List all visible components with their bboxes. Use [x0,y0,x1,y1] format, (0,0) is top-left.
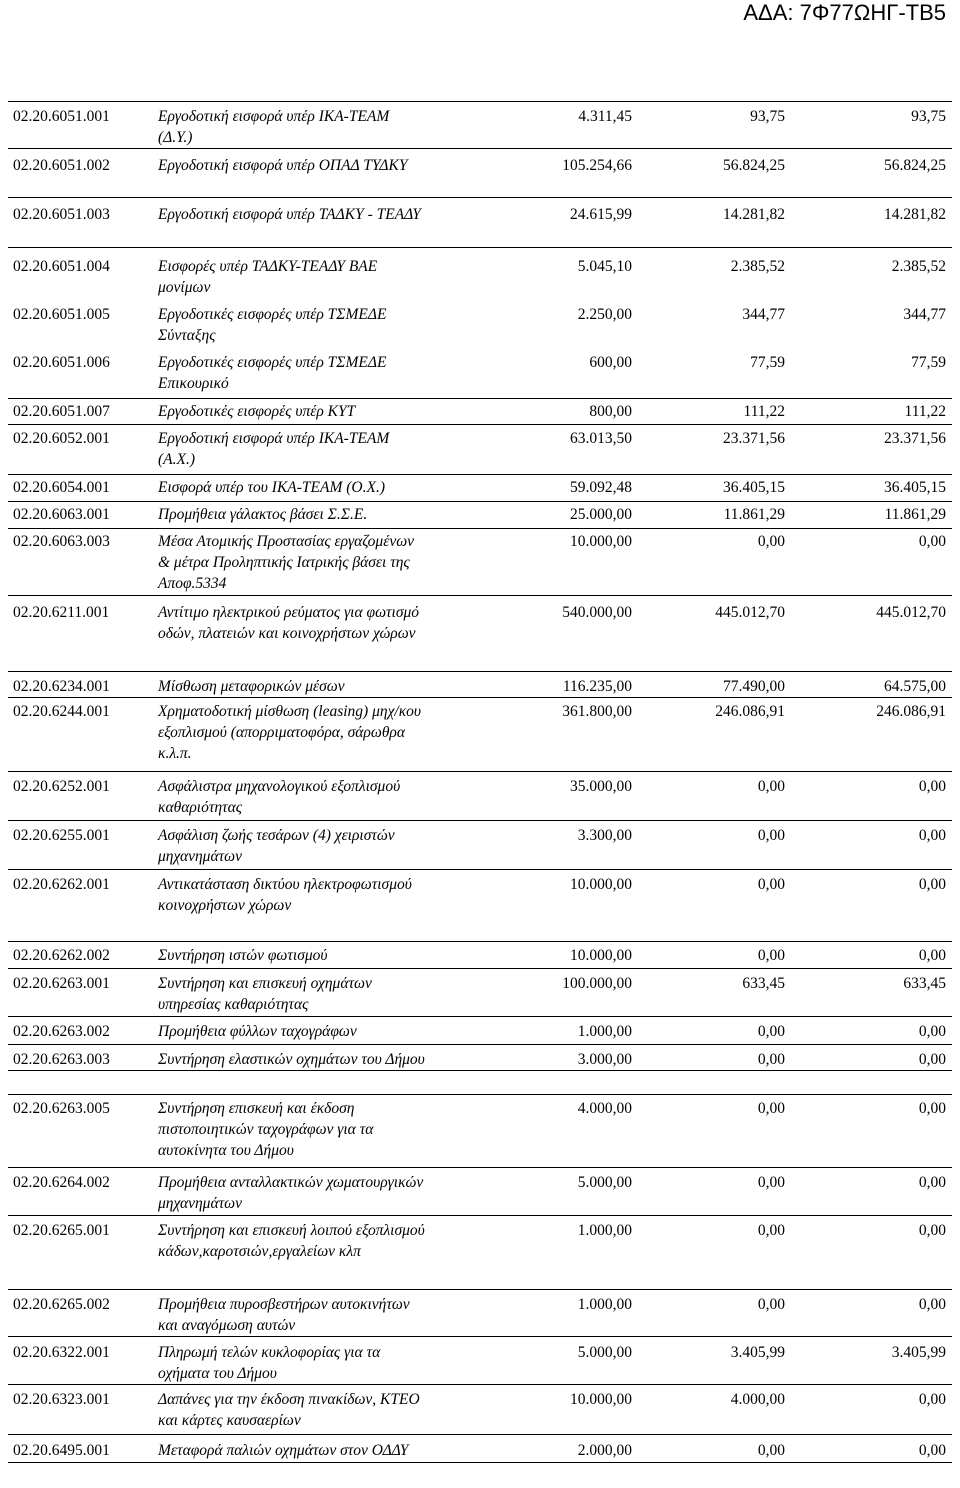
budget-amount: 5.000,00 [577,1344,632,1361]
approved-amount: 0,00 [757,947,785,964]
approved-amount: 56.824,25 [723,157,785,174]
paid-amount: 0,00 [918,533,946,550]
account-description: Συντήρηση ελαστικών οχημάτων του Δήμου [158,1051,425,1068]
approved-amount: 23.371,56 [723,430,785,447]
approved-amount: 0,00 [757,1051,785,1068]
budget-amount: 800,00 [589,403,632,420]
row-divider [8,1044,952,1045]
row-divider [8,941,952,942]
row-divider [8,671,952,672]
row-divider [8,1289,952,1290]
paid-amount: 36.405,15 [884,479,946,496]
row-divider [8,595,952,596]
account-description: Σύνταξης [158,327,216,344]
account-description: Εργοδοτική εισφορά υπέρ ΙΚΑ-ΤΕΑΜ [158,430,390,447]
account-description: αυτοκίνητα του Δήμου [158,1142,294,1159]
budget-amount: 10.000,00 [570,876,632,893]
budget-amount: 100.000,00 [562,975,632,992]
row-divider [8,1167,952,1168]
account-description: Ασφάλιση ζωής τεσάρων (4) χειριστών [158,827,395,844]
ada-identifier: ΑΔΑ: 7Φ77ΩΗΓ-ΤΒ5 [743,0,946,25]
approved-amount: 77,59 [750,354,785,371]
table-row [0,256,960,298]
paid-amount: 344,77 [903,306,946,323]
budget-amount: 10.000,00 [570,1391,632,1408]
row-divider [8,1094,952,1095]
paid-amount: 0,00 [918,876,946,893]
account-description: Εργοδοτική εισφορά υπέρ ΤΑΔΚΥ - ΤΕΑΔΥ [158,206,421,223]
account-description: Προμήθεια φύλλων ταχογράφων [158,1023,357,1040]
account-code: 02.20.6263.003 [13,1051,110,1068]
account-description: Εργοδοτικές εισφορές υπέρ ΤΣΜΕΔΕ [158,354,387,371]
approved-amount: 3.405,99 [730,1344,785,1361]
account-code: 02.20.6052.001 [13,430,110,447]
account-code: 02.20.6244.001 [13,703,110,720]
budget-amount: 4.311,45 [578,108,632,125]
account-code: 02.20.6322.001 [13,1344,110,1361]
account-description: Συντήρηση ιστών φωτισμού [158,947,328,964]
budget-amount: 105.254,66 [562,157,632,174]
table-row [0,155,960,176]
table-row [0,504,960,525]
row-divider [8,528,952,529]
budget-amount: 1.000,00 [577,1222,632,1239]
table-row [0,1440,960,1461]
account-code: 02.20.6211.001 [13,604,110,621]
row-divider [8,1070,952,1071]
account-description: Προμήθεια πυροσβεστήρων αυτοκινήτων [158,1296,410,1313]
account-description: Εισφορά υπέρ του ΙΚΑ-ΤΕΑΜ (Ο.Χ.) [158,479,385,496]
paid-amount: 246.086,91 [876,703,946,720]
paid-amount: 2.385,52 [891,258,946,275]
approved-amount: 0,00 [757,876,785,893]
budget-amount: 361.800,00 [562,703,632,720]
account-description: και αναγόμωση αυτών [158,1317,296,1334]
budget-amount: 35.000,00 [570,778,632,795]
approved-amount: 0,00 [757,1296,785,1313]
table-row [0,401,960,422]
account-description: κοινοχρήστων χώρων [158,897,292,914]
table-row [0,776,960,818]
paid-amount: 93,75 [911,108,946,125]
approved-amount: 111,22 [743,403,785,420]
account-description: κάδων,καροτσιών,εργαλείων κλπ [158,1243,361,1260]
row-divider [8,247,952,248]
budget-amount: 4.000,00 [577,1100,632,1117]
account-description: Συντήρηση και επισκευή οχημάτων [158,975,372,992]
row-divider [8,1384,952,1385]
budget-amount: 2.000,00 [577,1442,632,1459]
table-row [0,204,960,225]
account-description: καθαριότητας [158,799,243,816]
budget-amount: 116.235,00 [562,678,632,695]
account-code: 02.20.6263.005 [13,1100,110,1117]
approved-amount: 14.281,82 [723,206,785,223]
account-description: Εργοδοτική εισφορά υπέρ ΟΠΑΔ ΤΥΔΚΥ [158,157,408,174]
approved-amount: 0,00 [757,533,785,550]
table-row [0,701,960,764]
account-code: 02.20.6063.003 [13,533,110,550]
account-code: 02.20.6262.002 [13,947,110,964]
account-code: 02.20.6051.006 [13,354,110,371]
table-row [0,1049,960,1070]
paid-amount: 0,00 [918,1296,946,1313]
table-row [0,602,960,644]
account-code: 02.20.6051.007 [13,403,110,420]
table-row [0,1220,960,1262]
paid-amount: 0,00 [918,1222,946,1239]
paid-amount: 64.575,00 [884,678,946,695]
table-row [0,428,960,470]
paid-amount: 111,22 [904,403,946,420]
budget-amount: 5.045,10 [577,258,632,275]
account-description: Χρηματοδοτική μίσθωση (leasing) μηχ/κου [158,703,421,720]
budget-amount: 63.013,50 [570,430,632,447]
row-divider [8,474,952,475]
approved-amount: 0,00 [757,1442,785,1459]
account-description: πιστοποιητικών ταχογράφων για τα [158,1121,374,1138]
account-description: Δαπάνες για την έκδοση πινακίδων, ΚΤΕΟ [158,1391,420,1408]
paid-amount: 0,00 [918,947,946,964]
account-description: Μίσθωση μεταφορικών μέσων [158,678,345,695]
budget-amount: 10.000,00 [570,533,632,550]
account-code: 02.20.6255.001 [13,827,110,844]
account-code: 02.20.6323.001 [13,1391,110,1408]
table-row [0,531,960,594]
table-row [0,352,960,394]
account-description: Προμήθεια ανταλλακτικών χωματουργικών [158,1174,424,1191]
account-code: 02.20.6051.003 [13,206,110,223]
account-description: μονίμων [158,279,211,296]
approved-amount: 246.086,91 [715,703,785,720]
account-description: Εργοδοτική εισφορά υπέρ ΙΚΑ-ΤΕΑΜ [158,108,390,125]
account-code: 02.20.6063.001 [13,506,110,523]
account-code: 02.20.6495.001 [13,1442,110,1459]
approved-amount: 0,00 [757,1222,785,1239]
account-description: Εισφορές υπέρ ΤΑΔΚΥ-ΤΕΑΔΥ ΒΑΕ [158,258,378,275]
account-code: 02.20.6051.004 [13,258,110,275]
table-row [0,1342,960,1384]
row-divider [8,101,952,102]
budget-amount: 600,00 [589,354,632,371]
account-description: Μέσα Ατομικής Προστασίας εργαζομένων [158,533,415,550]
budget-amount: 3.000,00 [577,1051,632,1068]
budget-amount: 540.000,00 [562,604,632,621]
account-description: και κάρτες καυσαερίων [158,1412,301,1429]
row-divider [8,968,952,969]
account-description: Εργοδοτικές εισφορές υπέρ ΤΣΜΕΔΕ [158,306,387,323]
account-description: Συντήρηση και επισκευή λοιπού εξοπλισμού [158,1222,425,1239]
account-code: 02.20.6252.001 [13,778,110,795]
budget-amount: 10.000,00 [570,947,632,964]
account-description: Επικουρικό [158,375,229,392]
approved-amount: 93,75 [750,108,785,125]
row-divider [8,501,952,502]
paid-amount: 0,00 [918,1023,946,1040]
approved-amount: 0,00 [757,778,785,795]
table-row [0,945,960,966]
approved-amount: 0,00 [757,1100,785,1117]
paid-amount: 77,59 [911,354,946,371]
paid-amount: 445.012,70 [876,604,946,621]
account-description: οχήματα του Δήμου [158,1365,277,1382]
paid-amount: 0,00 [918,1051,946,1068]
account-description: οδών, πλατειών και κοινοχρήστων χώρων [158,625,416,642]
budget-amount: 25.000,00 [570,506,632,523]
budget-amount: 1.000,00 [577,1296,632,1313]
paid-amount: 0,00 [918,1174,946,1191]
account-description: Ασφάλιστρα μηχανολογικού εξοπλισμού [158,778,401,795]
account-code: 02.20.6265.002 [13,1296,110,1313]
row-divider [8,1434,952,1435]
approved-amount: 77.490,00 [723,678,785,695]
budget-amount: 1.000,00 [577,1023,632,1040]
approved-amount: 445.012,70 [715,604,785,621]
paid-amount: 3.405,99 [891,1344,946,1361]
table-row [0,1389,960,1431]
table-row [0,874,960,916]
table-row [0,477,960,498]
row-divider [8,398,952,399]
paid-amount: 0,00 [918,1442,946,1459]
paid-amount: 0,00 [918,1391,946,1408]
approved-amount: 36.405,15 [723,479,785,496]
account-description: κ.λ.π. [158,745,192,762]
account-code: 02.20.6051.001 [13,108,110,125]
approved-amount: 0,00 [757,1023,785,1040]
budget-amount: 2.250,00 [577,306,632,323]
approved-amount: 344,77 [742,306,785,323]
budget-amount: 5.000,00 [577,1174,632,1191]
account-description: Προμήθεια γάλακτος βάσει Σ.Σ.Ε. [158,506,368,523]
table-row [0,1021,960,1042]
account-description: μηχανημάτων [158,1195,242,1212]
account-description: Αντικατάσταση δικτύου ηλεκτροφωτισμού [158,876,412,893]
table-row [0,1294,960,1336]
approved-amount: 633,45 [742,975,785,992]
account-description: (Α.Χ.) [158,451,196,468]
budget-amount: 24.615,99 [570,206,632,223]
row-divider [8,869,952,870]
table-row [0,106,960,148]
account-description: Μεταφορά παλιών οχημάτων στον ΟΔΔΥ [158,1442,409,1459]
paid-amount: 11.861,29 [884,506,946,523]
table-row [0,973,960,1015]
approved-amount: 2.385,52 [730,258,785,275]
budget-amount: 59.092,48 [570,479,632,496]
account-description: μηχανημάτων [158,848,242,865]
approved-amount: 4.000,00 [730,1391,785,1408]
row-divider [8,1462,952,1463]
account-code: 02.20.6263.002 [13,1023,110,1040]
row-divider [8,424,952,425]
table-row [0,676,960,697]
table-row [0,304,960,346]
account-code: 02.20.6051.005 [13,306,110,323]
account-code: 02.20.6265.001 [13,1222,110,1239]
paid-amount: 23.371,56 [884,430,946,447]
table-row [0,825,960,867]
account-description: Αντίτιμο ηλεκτρικού ρεύματος για φωτισμό [158,604,420,621]
budget-amount: 3.300,00 [577,827,632,844]
account-description: Εργοδοτικές εισφορές υπέρ ΚΥΤ [158,403,356,420]
row-divider [8,1336,952,1337]
account-description: (Δ.Υ.) [158,129,193,146]
account-description: Αποφ.5334 [158,575,227,592]
approved-amount: 11.861,29 [723,506,785,523]
paid-amount: 633,45 [903,975,946,992]
account-code: 02.20.6234.001 [13,678,110,695]
row-divider [8,1016,952,1017]
approved-amount: 0,00 [757,1174,785,1191]
paid-amount: 56.824,25 [884,157,946,174]
row-divider [8,771,952,772]
row-divider [8,820,952,821]
account-description: εξοπλισμού (απορριματοφόρα, σάρωθρα [158,724,406,741]
account-code: 02.20.6264.002 [13,1174,110,1191]
account-code: 02.20.6262.001 [13,876,110,893]
approved-amount: 0,00 [757,827,785,844]
account-code: 02.20.6054.001 [13,479,110,496]
account-description: υπηρεσίας καθαριότητας [158,996,309,1013]
account-code: 02.20.6051.002 [13,157,110,174]
row-divider [8,1215,952,1216]
account-description: Πληρωμή τελών κυκλοφορίας για τα [158,1344,381,1361]
paid-amount: 0,00 [918,1100,946,1117]
account-code: 02.20.6263.001 [13,975,110,992]
table-row [0,1098,960,1161]
row-divider [8,197,952,198]
row-divider [8,697,952,698]
account-description: & μέτρα Προληπτικής Ιατρικής βάσει της [158,554,410,571]
paid-amount: 0,00 [918,778,946,795]
row-divider [8,148,952,149]
table-row [0,1172,960,1214]
paid-amount: 0,00 [918,827,946,844]
account-description: Συντήρηση επισκευή και έκδοση [158,1100,355,1117]
paid-amount: 14.281,82 [884,206,946,223]
